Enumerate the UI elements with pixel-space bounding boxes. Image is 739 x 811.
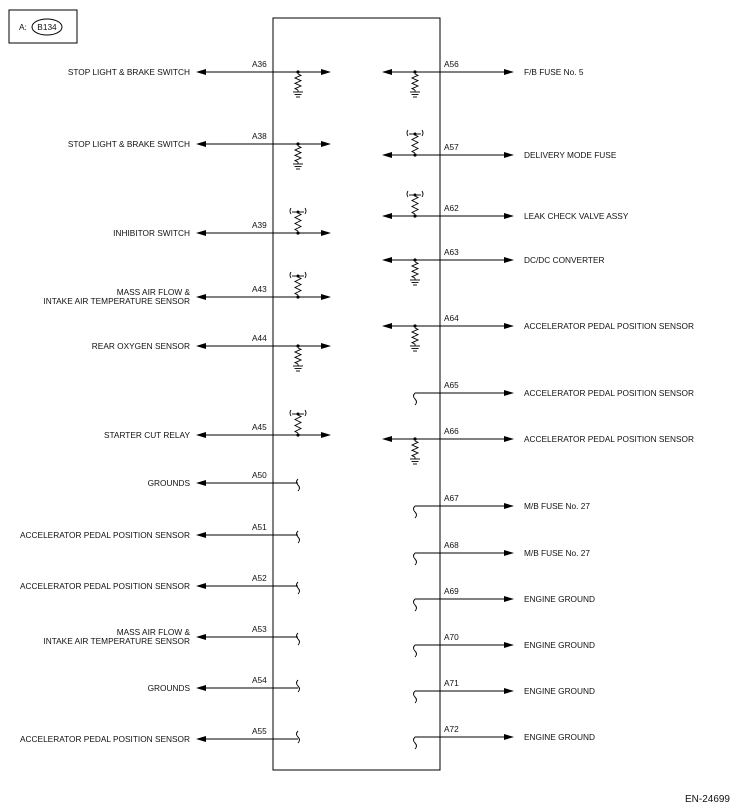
left-pin-a39 [113,208,331,238]
resistor-icon [412,262,418,278]
arrow-left-icon [196,583,206,589]
pin-destination-label: ENGINE GROUND [524,686,595,696]
arrow-right-icon [504,152,514,158]
left-pin-a36 [68,59,331,97]
junction-dot [413,324,416,327]
wire-break-icon [297,531,300,543]
wire-break-icon [414,599,417,611]
arrow-right-icon [321,141,331,147]
arrow-left-icon [196,532,206,538]
arrow-right-icon [504,596,514,602]
junction-dot [296,70,299,73]
ground-icon [410,344,420,351]
arrow-left-icon [196,230,206,236]
pin-number: A70 [444,632,459,642]
right-pin-a56 [382,59,584,97]
figure-code: EN-24699 [684,794,730,805]
pin-number: A63 [444,247,459,257]
wire-break-icon [414,506,417,518]
arrow-left-icon [196,294,206,300]
pin-destination-label: M/B FUSE No. 27 [524,548,590,558]
arrow-right-icon [321,230,331,236]
pin-number: A53 [252,624,267,634]
pin-destination-label: ACCELERATOR PEDAL POSITION SENSOR [524,388,694,398]
connector-id-box [9,10,77,43]
wire-break-icon [414,737,417,749]
resistor-icon [295,146,301,162]
arrow-right-icon [504,688,514,694]
pin-destination-label: ACCELERATOR PEDAL POSITION SENSOR [20,530,190,540]
junction-dot [296,142,299,145]
wire-break-icon [297,731,300,743]
resistor-icon [295,277,301,295]
arrow-left-icon [196,141,206,147]
pin-destination-label: GROUNDS [147,683,190,693]
pin-destination-label: LEAK CHECK VALVE ASSY [524,211,629,221]
pin-destination-label: STOP LIGHT & BRAKE SWITCH [67,67,190,77]
arrow-left-icon [196,432,206,438]
wire-break-icon [414,691,417,703]
pin-destination-label: MASS AIR FLOW & [116,287,190,297]
right-pin-a62 [382,191,629,221]
arrow-left-icon [196,634,206,640]
wire-break-icon [414,645,417,657]
pin-destination-label: INHIBITOR SWITCH [113,228,190,238]
junction-dot [413,70,416,73]
pin-destination-label: INTAKE AIR TEMPERATURE SENSOR [43,296,190,306]
pin-destination-label: F/B FUSE No. 5 [524,67,584,77]
pin-destination-label: MASS AIR FLOW & [116,627,190,637]
resistor-icon [412,74,418,90]
pin-number: A55 [252,726,267,736]
ground-icon [410,457,420,464]
right-pin-a69 [414,586,596,611]
arrow-left-icon [382,257,392,263]
resistor-icon [412,196,418,214]
pin-number: A71 [444,678,459,688]
right-pin-a71 [414,678,596,703]
junction-dot [413,153,416,156]
arrow-right-icon [504,503,514,509]
left-pin-a45 [104,410,331,440]
ground-icon [293,364,303,371]
right-pin-a57 [382,130,617,160]
pin-destination-label: STARTER CUT RELAY [103,430,190,440]
right-pin-a66 [382,426,694,464]
wire-break-icon [297,680,300,692]
arrow-left-icon [382,436,392,442]
junction-dot [296,295,299,298]
arrow-right-icon [504,436,514,442]
pin-number: A72 [444,724,459,734]
pin-destination-label: DC/DC CONVERTER [524,255,605,265]
arrow-right-icon [504,323,514,329]
left-pin-a54 [148,675,300,693]
left-pin-a43 [43,272,331,306]
ground-icon [293,162,303,169]
arrow-left-icon [382,323,392,329]
junction-dot [296,344,299,347]
arrow-right-icon [504,213,514,219]
pin-destination-label: ACCELERATOR PEDAL POSITION SENSOR [524,434,694,444]
pin-number: A66 [444,426,459,436]
pin-number: A38 [252,131,267,141]
wire-break-icon [297,582,300,594]
left-pin-group [20,59,331,744]
junction-dot [296,231,299,234]
arrow-left-icon [196,343,206,349]
left-pin-a44 [92,333,331,371]
pin-number: A50 [252,470,267,480]
arrow-left-icon [382,152,392,158]
arrow-right-icon [504,69,514,75]
junction-dot [413,258,416,261]
pin-number: A62 [444,203,459,213]
arrow-right-icon [504,550,514,556]
arrow-right-icon [321,343,331,349]
right-pin-a63 [382,247,605,285]
arrow-left-icon [196,736,206,742]
arrow-left-icon [196,69,206,75]
pin-destination-label: REAR OXYGEN SENSOR [91,341,190,351]
junction-dot [413,437,416,440]
pin-number: A45 [252,422,267,432]
arrow-left-icon [196,685,206,691]
ground-icon [410,90,420,97]
resistor-icon [295,348,301,364]
left-pin-a52 [20,573,299,594]
pin-number: A36 [252,59,267,69]
right-pin-a65 [414,380,694,405]
pin-number: A64 [444,313,459,323]
left-pin-a51 [20,522,299,543]
wire-break-icon [414,393,417,405]
connector-id: B134 [37,22,57,32]
pin-destination-label: ENGINE GROUND [524,732,595,742]
resistor-icon [295,213,301,231]
ground-icon [410,278,420,285]
right-pin-a70 [414,632,596,657]
pin-destination-label: STOP LIGHT & BRAKE SWITCH [67,139,190,149]
wire-break-icon [297,633,300,645]
pin-number: A52 [252,573,267,583]
pin-number: A65 [444,380,459,390]
pin-number: A57 [444,142,459,152]
pin-destination-label: ENGINE GROUND [524,594,595,604]
left-pin-a55 [20,726,299,744]
arrow-right-icon [504,734,514,740]
right-pin-a72 [414,724,596,749]
arrow-right-icon [504,257,514,263]
left-pin-a50 [148,470,300,491]
arrow-left-icon [382,69,392,75]
ground-icon [293,90,303,97]
pin-destination-label: DELIVERY MODE FUSE [524,150,617,160]
arrow-right-icon [321,294,331,300]
resistor-icon [412,328,418,344]
resistor-icon [295,74,301,90]
pin-destination-label: INTAKE AIR TEMPERATURE SENSOR [43,636,190,646]
left-pin-a53 [43,624,299,646]
pin-number: A56 [444,59,459,69]
arrow-left-icon [196,480,206,486]
pin-number: A39 [252,220,267,230]
resistor-icon [412,135,418,153]
pin-destination-label: ACCELERATOR PEDAL POSITION SENSOR [524,321,694,331]
right-pin-a64 [382,313,694,351]
wire-break-icon [297,479,300,491]
right-pin-group [382,59,694,749]
pin-destination-label: M/B FUSE No. 27 [524,501,590,511]
junction-dot [413,214,416,217]
pin-number: A43 [252,284,267,294]
resistor-icon [412,441,418,457]
arrow-right-icon [321,69,331,75]
pin-destination-label: ACCELERATOR PEDAL POSITION SENSOR [20,734,190,744]
pin-number: A68 [444,540,459,550]
wire-break-icon [414,553,417,565]
pin-number: A51 [252,522,267,532]
resistor-icon [295,415,301,433]
pin-destination-label: ACCELERATOR PEDAL POSITION SENSOR [20,581,190,591]
arrow-left-icon [382,213,392,219]
arrow-right-icon [321,432,331,438]
pin-number: A54 [252,675,267,685]
pin-number: A69 [444,586,459,596]
connector-prefix: A: [19,22,27,32]
pin-number: A67 [444,493,459,503]
arrow-right-icon [504,390,514,396]
pin-number: A44 [252,333,267,343]
ecm-connector-body [273,18,440,770]
pin-destination-label: GROUNDS [147,478,190,488]
arrow-right-icon [504,642,514,648]
left-pin-a38 [68,131,331,169]
pin-destination-label: ENGINE GROUND [524,640,595,650]
junction-dot [296,433,299,436]
